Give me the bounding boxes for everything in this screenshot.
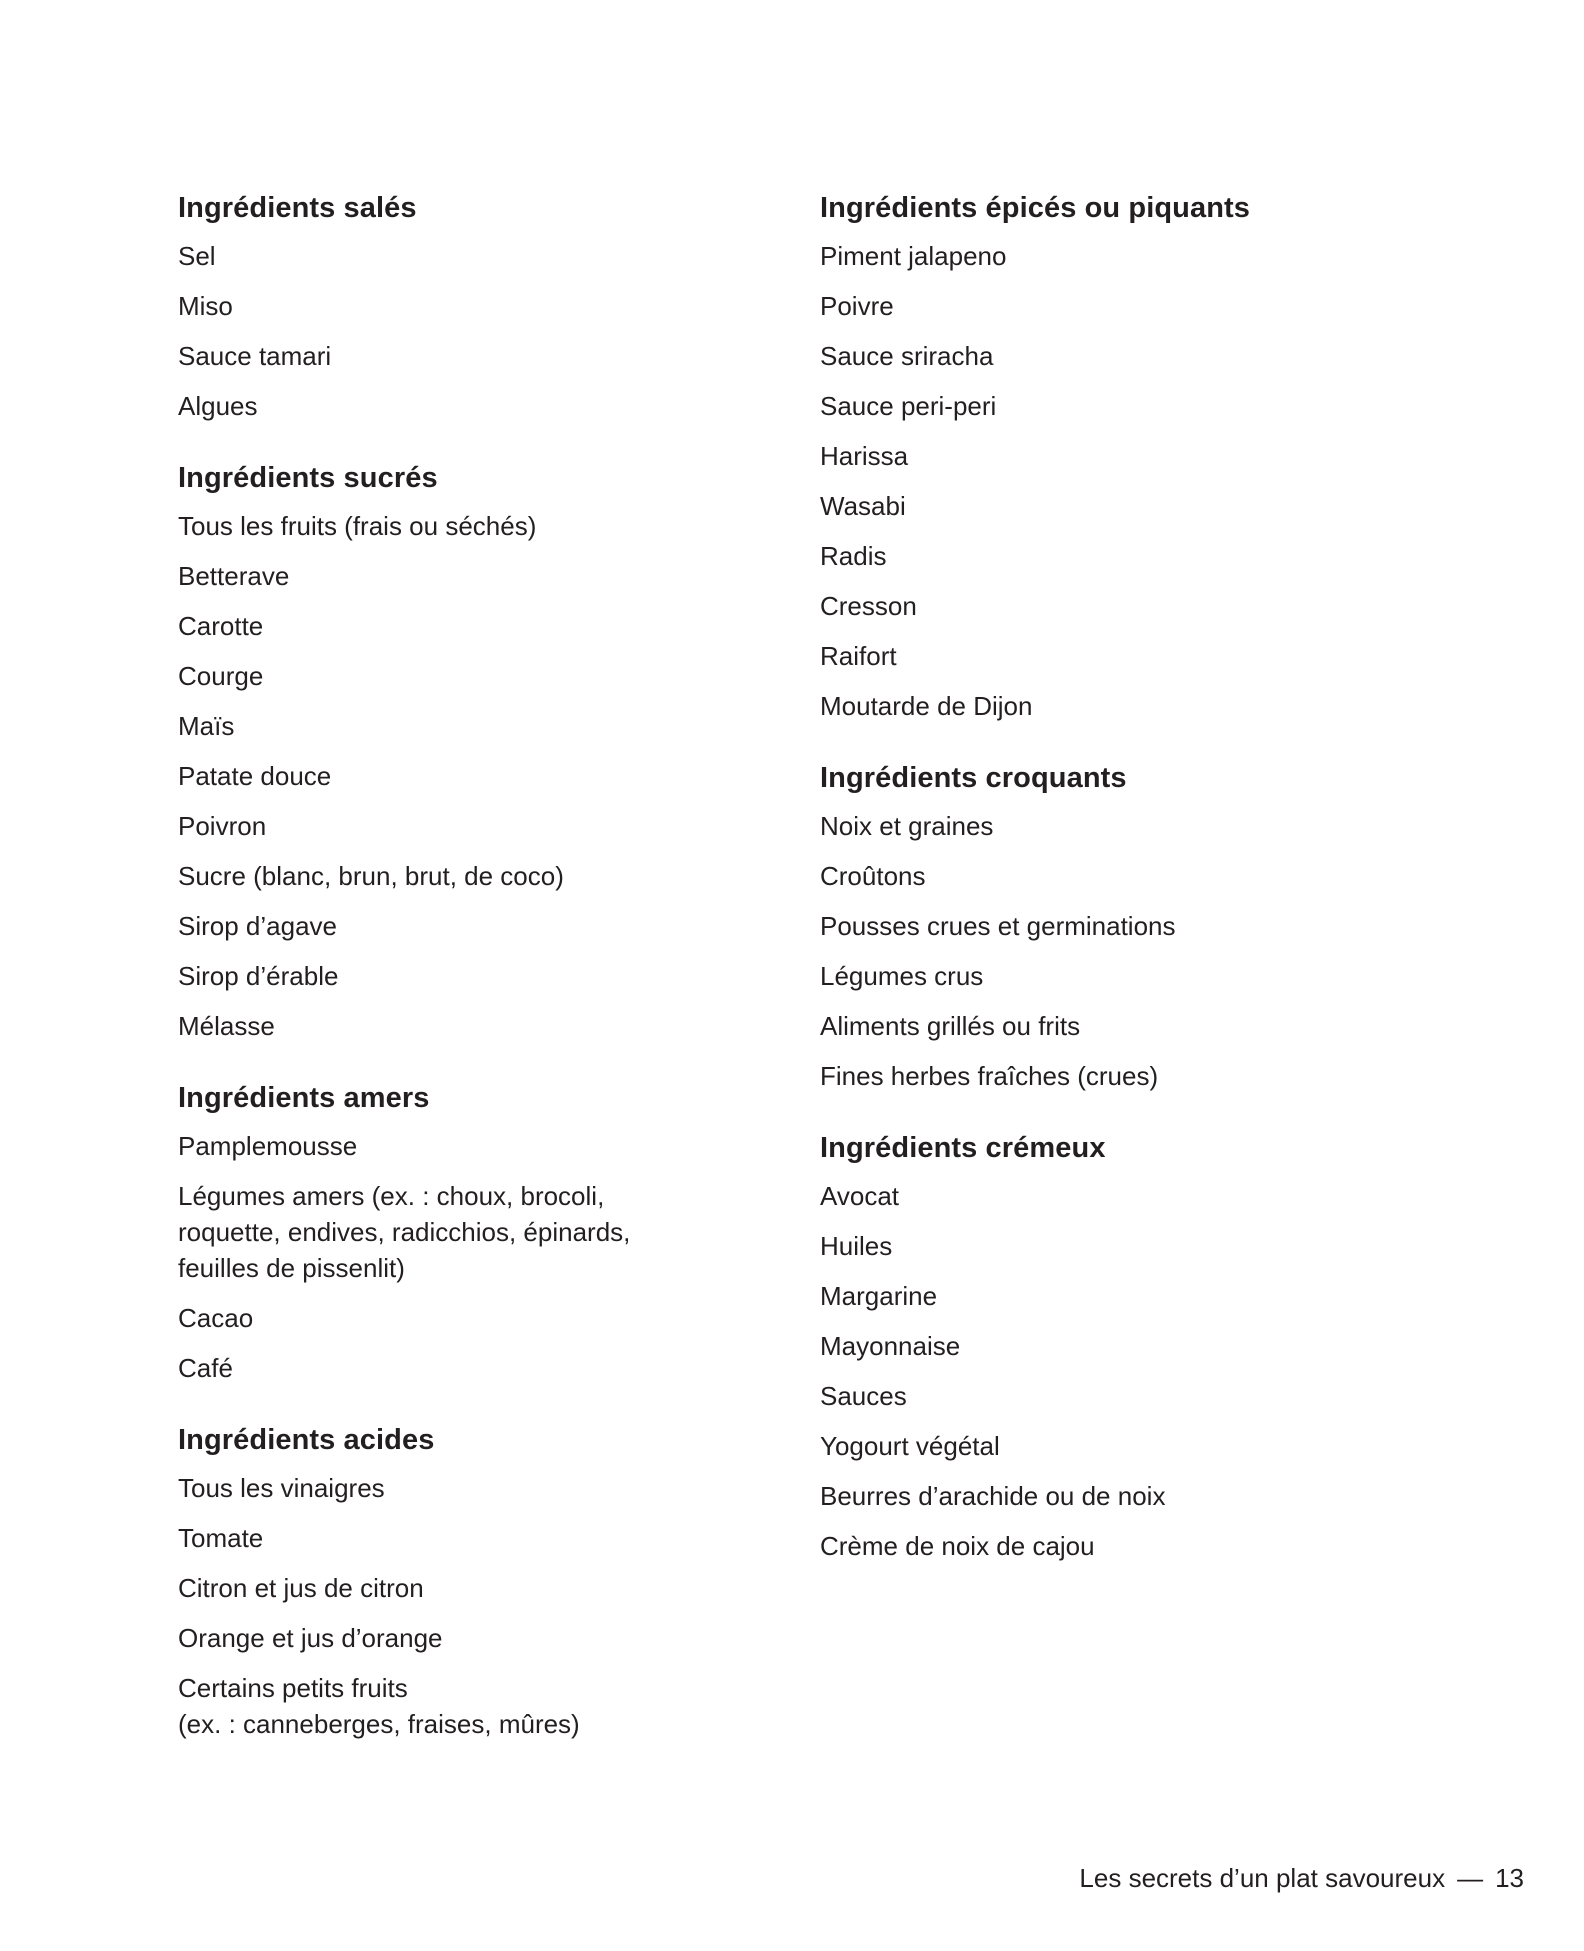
section-ingredients-amers [178,1078,738,1386]
ingredient-item: Miso [178,291,233,321]
ingredient-item: Huiles [820,1231,893,1261]
section-heading: Ingrédients épicés ou piquants [820,192,1251,224]
ingredient-item: Tomate [178,1523,264,1553]
ingredient-list [820,808,1440,1094]
ingredient-item: Carotte [178,611,264,641]
ingredient-item: Certains petits fruits (ex. : canneberges, fraises, mûres) [178,1673,580,1739]
ingredient-item: Pousses crues et germinations [820,911,1176,941]
ingredient-item: Sel [178,241,216,271]
ingredient-item: Betterave [178,561,290,591]
ingredient-item: Algues [178,391,258,421]
ingredient-item: Café [178,1353,233,1383]
ingredient-item: Yogourt végétal [820,1431,1000,1461]
ingredient-list [178,238,738,424]
ingredient-item: Sucre (blanc, brun, brut, de coco) [178,861,564,891]
section-ingredients-acides [178,1420,738,1742]
section-ingredients-cremeux [820,1128,1440,1564]
section-ingredients-epices-ou-piquants [820,188,1440,724]
ingredient-item: Légumes amers (ex. : choux, brocoli, roquette, endives, radicchios, épinards, feuilles de pissenlit) [178,1181,631,1283]
ingredient-item: Crème de noix de cajou [820,1531,1095,1561]
ingredient-item: Pamplemousse [178,1131,358,1161]
ingredient-item: Raifort [820,641,897,671]
section-heading: Ingrédients salés [178,192,417,224]
ingredient-item: Avocat [820,1181,900,1211]
footer-dash: — [1457,1863,1484,1893]
ingredient-item: Citron et jus de citron [178,1573,424,1603]
section-heading: Ingrédients amers [178,1082,430,1114]
ingredient-item: Croûtons [820,861,926,891]
ingredient-item: Fines herbes fraîches (crues) [820,1061,1159,1091]
ingredient-item: Aliments grillés ou frits [820,1011,1081,1041]
right-column [820,188,1440,1578]
ingredient-item: Sauces [820,1381,907,1411]
section-heading: Ingrédients crémeux [820,1132,1106,1164]
ingredient-item: Tous les vinaigres [178,1473,385,1503]
ingredient-item: Piment jalapeno [820,241,1007,271]
ingredient-item: Cacao [178,1303,254,1333]
ingredient-item: Wasabi [820,491,906,521]
ingredient-item: Mayonnaise [820,1331,961,1361]
left-column [178,188,738,1756]
ingredient-item: Sauce peri-peri [820,391,997,421]
ingredient-item: Patate douce [178,761,332,791]
ingredient-item: Maïs [178,711,235,741]
ingredient-item: Orange et jus d’orange [178,1623,443,1653]
ingredient-list [820,238,1440,724]
ingredient-item: Moutarde de Dijon [820,691,1033,721]
ingredient-item: Radis [820,541,887,571]
page-footer [1079,1860,1524,1896]
ingredient-item: Beurres d’arachide ou de noix [820,1481,1166,1511]
ingredient-item: Poivre [820,291,894,321]
ingredient-item: Mélasse [178,1011,275,1041]
ingredient-item: Harissa [820,441,909,471]
ingredient-item: Tous les fruits (frais ou séchés) [178,511,537,541]
ingredient-item: Cresson [820,591,917,621]
page-number: 13 [1495,1863,1524,1893]
section-heading: Ingrédients croquants [820,762,1127,794]
section-ingredients-croquants [820,758,1440,1094]
ingredient-item: Sirop d’agave [178,911,337,941]
ingredient-list [178,508,738,1044]
section-ingredients-sucres [178,458,738,1044]
ingredient-item: Légumes crus [820,961,984,991]
ingredient-item: Sirop d’érable [178,961,339,991]
ingredient-item: Sauce sriracha [820,341,994,371]
section-heading: Ingrédients sucrés [178,462,438,494]
ingredient-list [178,1470,738,1742]
ingredient-item: Poivron [178,811,267,841]
ingredient-item: Sauce tamari [178,341,332,371]
ingredient-item: Margarine [820,1281,938,1311]
ingredient-item: Noix et graines [820,811,994,841]
running-title: Les secrets d’un plat savoureux [1079,1863,1446,1893]
ingredient-item: Courge [178,661,264,691]
section-ingredients-sales [178,188,738,424]
ingredient-list [820,1178,1440,1564]
section-heading: Ingrédients acides [178,1424,435,1456]
ingredient-list [178,1128,738,1386]
